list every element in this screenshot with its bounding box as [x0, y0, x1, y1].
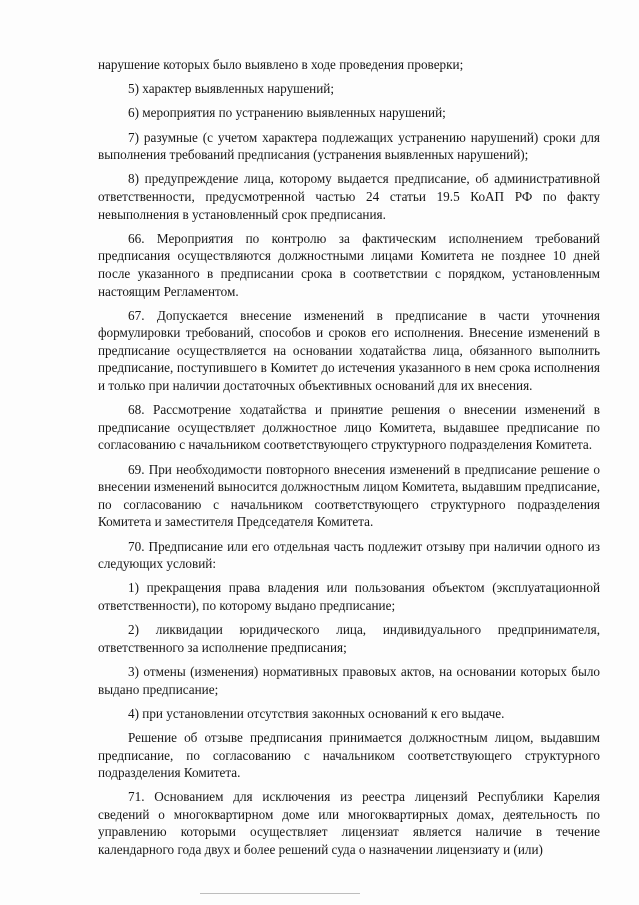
paragraph: 67. Допускается внесение изменений в предписание в части уточнения формулировки требований, способов и сроков его исполнения. Внесение изменений в предписание осуществляется на основании ходатайства лица, обязанного выполнить предписание, поступившего в Комитет до истечения указанного в нем срока исполнения и только при наличии достаточных объективных оснований для их внесения. [98, 307, 600, 394]
paragraph: 1) прекращения права владения или пользования объектом (эксплуатационной ответственности), по которому выдано предписание; [98, 580, 600, 613]
paragraph: Решение об отзыве предписания принимается должностным лицом, выдавшим предписание, по согласованию с начальником соответствующего структурного подразделения Комитета. [98, 729, 600, 781]
paragraph: нарушение которых было выявлено в ходе проведения проверки; [98, 57, 464, 72]
paragraph: 7) разумные (с учетом характера подлежащих устранению нарушений) сроки для выполнения требований предписания (устранения выявленных нарушений); [98, 129, 600, 163]
paragraph: 6) мероприятия по устранению выявленных нарушений; [128, 105, 446, 121]
paragraph: 69. При необходимости повторного внесения изменений в предписание решение о внесении изменений выносится должностным лицом Комитета, выдавшим предписание, по согласованию с начальником соответствующего структурного подразделения Комитета и заместителя Председателя Комитета. [98, 461, 600, 530]
paragraph: 71. Основанием для исключения из реестра лицензий Республики Карелия сведений о многоквартирном доме или многоквартирных домах, деятельность по управлению которыми осуществляет лицензиат является наличие в течение календарного года двух и более решений суда о назначении лицензиату и (или) [98, 789, 600, 858]
paragraph: 5) характер выявленных нарушений; [128, 81, 335, 97]
paragraph: 70. Предписание или его отдельная часть подлежит отзыву при наличии одного из следующих условий: [98, 538, 600, 572]
paragraph: 8) предупреждение лица, которому выдается предписание, об административной ответственности, предусмотренной частью 24 статьи 19.5 КоАП РФ по факту невыполнения в установленный срок предписания. [98, 171, 600, 222]
paragraph: 68. Рассмотрение ходатайства и принятие решения о внесении изменений в предписание осуществляет должностное лицо Комитета, выдавшее предписание по согласованию с начальником соответствующего структурного подразделения Комитета. [98, 402, 600, 453]
paragraph: 66. Мероприятия по контролю за фактическим исполнением требований предписания осуществляются должностными лицами Комитета не позднее 10 дней после указанного в предписании срока в соответствии с порядком, установленным настоящим Регламентом. [98, 230, 600, 299]
scan-edge-line [200, 893, 360, 894]
document-text [98, 56, 600, 865]
paragraph: 4) при установлении отсутствия законных оснований к его выдаче. [128, 705, 505, 721]
paragraph: 3) отмены (изменения) нормативных правовых актов, на основании которых было выдано предписание; [98, 663, 600, 697]
paragraph: 2) ликвидации юридического лица, индивидуального предпринимателя, ответственного за исполнение предписания; [98, 622, 600, 655]
